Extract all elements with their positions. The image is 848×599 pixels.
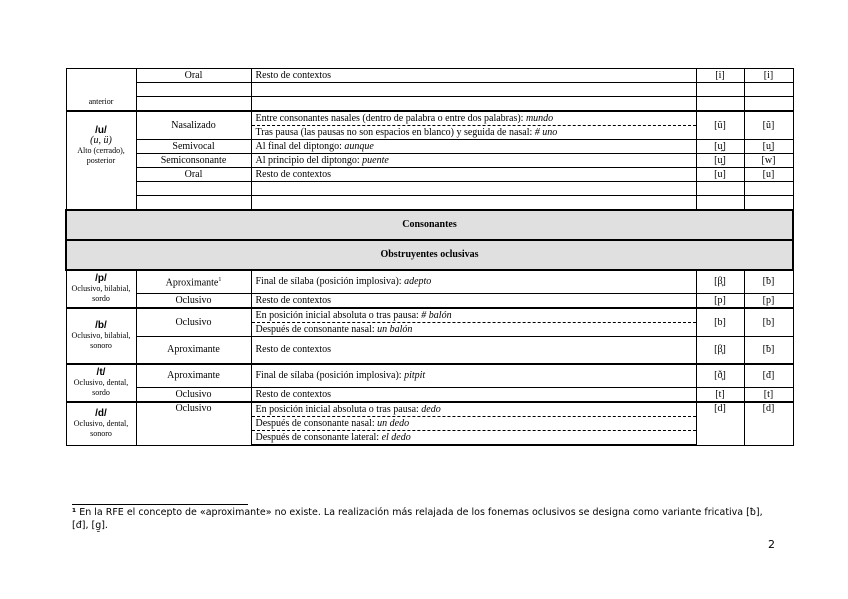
narrow-transcription: [ð̞] (696, 364, 744, 388)
footnote-ref[interactable]: 1 (218, 277, 222, 284)
context-cell: Al principio del diptongo: puente (251, 154, 696, 168)
phoneme-label: /t/ (96, 367, 106, 378)
narrow-transcription: [d] (696, 402, 744, 445)
context-cell: Final de sílaba (posición implosiva): adepto (251, 270, 696, 294)
table-row (66, 240, 793, 270)
table-row (66, 388, 793, 403)
phoneme-description: Oclusivo, dental, sordo (73, 378, 129, 397)
footnote (72, 506, 772, 532)
narrow-transcription: [u̯] (696, 154, 744, 168)
allophone-cell: Nasalizado (136, 111, 251, 140)
allophone-cell: Aproximante (136, 337, 251, 365)
context-cell: Tras pausa (las pausas no son espacios en blanco) y seguida de nasal: # uno (251, 126, 696, 140)
allophone-cell: Oclusivo (136, 308, 251, 337)
narrow-transcription: [t] (696, 388, 744, 403)
section-heading-obstruents: Obstruyentes oclusivas (66, 240, 793, 270)
phoneme-cell-d (66, 402, 136, 445)
allophone-cell: Aproximante (136, 364, 251, 388)
phoneme-variants: (u, ü) (90, 135, 112, 146)
allophone-cell: Oclusivo (136, 388, 251, 403)
broad-transcription: [đ] (744, 364, 793, 388)
table-row (66, 364, 793, 388)
table-row (66, 182, 793, 196)
context-cell: Resto de contextos (251, 168, 696, 182)
table-row (66, 168, 793, 182)
context-cell: Después de consonante nasal: un dedo (251, 417, 696, 431)
phoneme-cell-u (66, 111, 136, 210)
phoneme-description: Alto (cerrado), posterior (77, 146, 125, 165)
narrow-transcription: [β̞] (696, 270, 744, 294)
table-row (66, 69, 793, 83)
phoneme-description: Oclusivo, dental, sonoro (73, 418, 129, 438)
footnote-separator (72, 504, 248, 505)
narrow-transcription: [u] (696, 168, 744, 182)
table-row (66, 83, 793, 97)
context-cell: Final de sílaba (posición implosiva): pitpit (251, 364, 696, 388)
context-cell: En posición inicial absoluta o tras pausa: dedo (251, 402, 696, 417)
phoneme-label: /p/ (95, 273, 107, 284)
allophone-cell: Oral (136, 168, 251, 182)
page-number: 2 (768, 538, 775, 551)
phoneme-description: Oclusivo, bilabial, sonoro (71, 331, 131, 350)
context-cell: Después de consonante nasal: un balón (251, 323, 696, 337)
allophone-cell: Aproximante$^1$ (136, 270, 251, 294)
phoneme-cell-t (66, 364, 136, 402)
table-row (66, 402, 793, 417)
context-cell: Después de consonante lateral: el dedo (251, 431, 696, 446)
context-cell: Resto de contextos (251, 337, 696, 365)
table-row (66, 270, 793, 294)
broad-transcription: [w] (744, 154, 793, 168)
table-row (66, 308, 793, 323)
narrow-transcription: [i] (696, 69, 744, 83)
phoneme-cell-b (66, 308, 136, 364)
phoneme-cell-p (66, 270, 136, 308)
allophone-cell: Semivocal (136, 140, 251, 154)
phonetics-table (65, 68, 794, 446)
narrow-transcription: [ũ] (696, 111, 744, 140)
table-row (66, 210, 793, 240)
broad-transcription: [i] (744, 69, 793, 83)
table-row (66, 337, 793, 365)
table-row (66, 140, 793, 154)
context-cell: Al final del diptongo: aunque (251, 140, 696, 154)
phoneme-description: Oclusivo, bilabial, sordo (71, 284, 131, 303)
narrow-transcription: [b] (696, 308, 744, 337)
allophone-cell: Oclusivo (136, 402, 251, 445)
narrow-transcription: [β̞] (696, 337, 744, 365)
table-row (66, 154, 793, 168)
broad-transcription: [p] (744, 294, 793, 309)
context-cell: Entre consonantes nasales (dentro de palabra o entre dos palabras): mundo (251, 111, 696, 126)
broad-transcription: [t] (744, 388, 793, 403)
broad-transcription: [u] (744, 168, 793, 182)
table-row (66, 111, 793, 126)
narrow-transcription: [u̯] (696, 140, 744, 154)
broad-transcription: [u̯] (744, 140, 793, 154)
footnote-marker: ¹ (72, 507, 77, 518)
table-row (66, 294, 793, 309)
context-cell: Resto de contextos (251, 69, 696, 83)
phoneme-description: anterior (66, 69, 136, 112)
context-cell: Resto de contextos (251, 388, 696, 403)
allophone-cell: Oral (136, 69, 251, 83)
broad-transcription: [b] (744, 308, 793, 337)
narrow-transcription: [p] (696, 294, 744, 309)
section-heading-consonants: Consonantes (66, 210, 793, 240)
context-cell: Resto de contextos (251, 294, 696, 309)
footnote-text: En la RFE el concepto de «aproximante» no existe. La realización más relajada de los fonemas oclusivos se designa como variante fricativa [ƀ], [đ], [g̱]. (72, 507, 763, 531)
phoneme-label: /b/ (95, 320, 107, 331)
broad-transcription: [ƀ] (744, 337, 793, 365)
broad-transcription: [d] (744, 402, 793, 445)
broad-transcription: [ƀ] (744, 270, 793, 294)
broad-transcription: [ũ] (744, 111, 793, 140)
allophone-cell: Semiconsonante (136, 154, 251, 168)
phoneme-label: /u/ (95, 125, 107, 136)
context-cell: En posición inicial absoluta o tras pausa: # balón (251, 308, 696, 323)
phoneme-label: /d/ (95, 407, 107, 419)
table-row (66, 196, 793, 211)
allophone-cell: Oclusivo (136, 294, 251, 309)
table-row (66, 97, 793, 112)
